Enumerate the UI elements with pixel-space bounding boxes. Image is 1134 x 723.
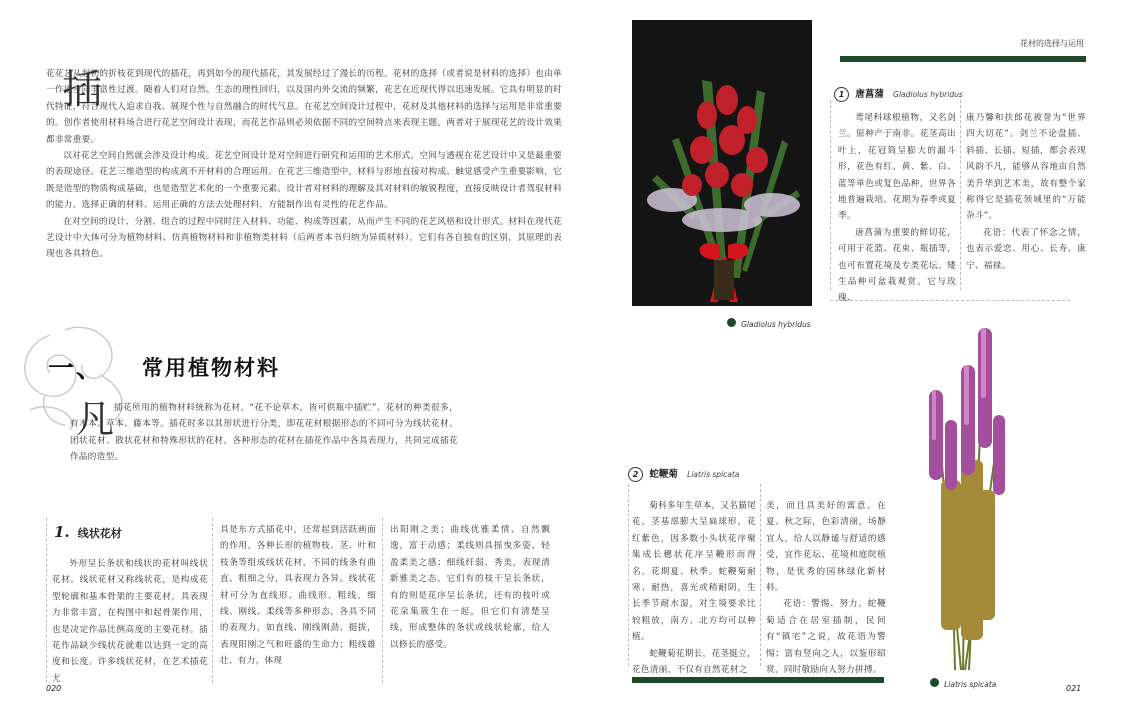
plant1-col1-paragraph: 鸢尾科球根植物，又名剑兰。原种产于南非。花茎高出叶上，花冠筒呈膨大的漏斗形，花色有红、黄、紫、白、蓝等单色或复色品种，世界各地普遍栽培。花期为春季或夏季。 (838, 113, 956, 222)
plant2-number-badge: 2 (628, 467, 643, 482)
intro-drop-cap: 插 (62, 67, 102, 113)
column-divider (760, 484, 761, 666)
left-page-number: 020 (46, 684, 62, 693)
subsection-column-3: 出阳刚之美；曲线优雅柔情、自然飘逸，富于动感；柔线则具摇曳多姿、轻盈柔美之感；细线纤弱、秀美，表现清新雅美之态。它们有的枝干呈长条状，有的则是花序呈长条状，还有的枝叶或花朵集簇生在一起，但它们有清楚呈线，形成整体的条状或线状轮廓，给人以修长的感受。 (390, 525, 550, 650)
footer-bar (632, 677, 884, 683)
caption-bullet-icon (727, 318, 736, 327)
column-divider (830, 100, 831, 290)
plant2-heading (628, 466, 739, 482)
gladiolus-photo (632, 20, 812, 306)
plant1-column-1 (838, 110, 956, 307)
intro-paragraph-3: 在对空间的设计、分割、组合的过程中同时注入材料、功能、构成等因素，从而产生不同的花艺风格和设计形式。材料在现代花艺设计中大体可分为植物材料、仿真植物材料和非植物类材料（后两者本书归纳为异质材料），它们有各自独有的区别，其原理的表现也各具特色。 (46, 216, 562, 260)
intro-paragraph-2: 以对花艺空间自然就会涉及设计构成。花艺空间设计是对空间进行研究和运用的艺术形式，空间与透视在花艺设计中又是最重要的表现途径。花艺三维造型的构成离不开材料的合理运用。在花艺三维造型中，材料与形地直接对构成、触觉感受产生重要影响，它既是造型的物质构成基础，也是造型艺术化的一个重要元素。设计者对材料的理解及其对材料的敏锐程度，直接反映设计者驾驭材料的能力。选择正确的材料、运用正确的方法去处理材料，方能制作出有灵性的花艺作品。 (46, 151, 562, 211)
photo1-caption (727, 312, 811, 331)
plant2-col1-paragraph: 蛇鞭菊花期长，花茎挺立，花色清丽，不仅有自然花材之 (632, 648, 756, 676)
plant1-number-badge: 1 (834, 87, 849, 102)
plant2-col2-paragraph: 花语：警惕、努力。蛇鞭菊适合在居室插制，民间有“镇宅”之说，故花语为警惕；富有竖向之人，以鉴形昭赏，同时敬励向人努力拼搏。 (766, 599, 886, 676)
column-divider (960, 100, 961, 290)
liatris-photo (905, 310, 1025, 670)
header-bar (840, 56, 1086, 62)
plant1-col2-paragraph: 康乃馨和扶郎花被誉为“世界四大切花”。剑兰不论盘插、斜插、长插、短插，都会表现风韵不凡，能够从容地由自然美升华到艺术美，故有整个家称得它是插花领域里的“万能杂斗”。 (966, 113, 1086, 222)
section-numeral: 一、 (48, 354, 105, 384)
running-title: 花材的选择与运用 (1020, 39, 1084, 48)
intro-text (46, 66, 562, 263)
section-title: 常用植物材料 (142, 355, 280, 380)
subsection-title: 线状花材 (77, 527, 122, 540)
section-paragraph: 插花所用的植物材料统称为花材。“花不论草木，皆可供瓶中插贮”。花材的种类很多，有木本、草本、藤本等。插花时多以其形状进行分类，即花花材根据形态的不同可分为线状花材、团状花材、散状花材和特殊形状的花材。各种形态的花材在插花作品中各具表现力，共同完成插花作品的造型。 (70, 403, 458, 463)
caption-bullet-icon (930, 678, 939, 687)
plant1-column-2 (966, 110, 1086, 274)
subsection-number: 1. (54, 523, 70, 541)
subsection-column-2: 具是东方式插花中，还常起到活跃画面的作用。各种长形的植物枝、茎、叶和枝条等组成线状花材，不同的线条有曲直、粗细之分，具表现力各异。线状花材可分为直线形、曲线形、粗线、细线、刚线、柔线等多种形态，各具不同的表现力，如直线、刚线刚劲、挺拔，表现阳刚之气和旺盛的生命力；粗线雄壮、有力，体现 (220, 525, 376, 667)
plant1-name: 唐菖蒲 (855, 89, 884, 100)
column-divider (46, 518, 47, 683)
plant1-col2-paragraph: 花语：代表了怀念之情，也表示爱恋、用心、长寿、康宁、福禄。 (966, 227, 1086, 271)
column-divider (628, 484, 629, 666)
plant2-col1-paragraph: 菊科多年生草本，又名猫尾花。茎基部膨大呈扁球形，花红紫色，因多数小头状花序聚集成长穗状花序呈鞭形而得名。花期夏、秋季。蛇鞭菊耐寒、耐热，喜光或稍耐阴，生长季节耐水湿，对生境要求比较粗放，南方、北方均可以种植。 (632, 501, 756, 643)
subsection-column-1: 外形呈长条状和线状的花材叫线状花材。线状花材又称线状花，是构成花型轮廓和基本骨架的主要花材，具表现力非常丰富，在构图中和起骨架作用，也是决定作品比例高度的主要花材。插花作品缺少线状花就难以达到一定的高度和长度。许多线状花材，在艺术插花尤 (52, 559, 208, 684)
photo2-caption (930, 672, 996, 691)
plant2-col2-paragraph: 美，而且具美好的寓意。在夏、秋之际，色彩清丽，场静宜人，给人以静谧与舒适的感受，宜作花坛、花境和庭院植物，是优秀的园林绿化新材料。 (766, 501, 886, 594)
column-divider (382, 518, 383, 683)
plant2-name: 蛇鞭菊 (649, 469, 678, 480)
plant2-column-1 (632, 498, 756, 678)
photo2-caption-text: Liatris spicata (944, 680, 997, 689)
plant2-latin: Liatris spicata (687, 470, 740, 479)
subsection-heading (54, 522, 122, 541)
right-page-number: 021 (1066, 684, 1082, 693)
intro-paragraph-1: 花花艺从起初的折枝花到现代的插花，再到如今的现代插花，其发展经过了漫长的历程。花材的选择（或者说是材料的选择）也由单一作道步向丰富性过渡。随着人们对自然、生态的理性回归，以及国内外交流的频繁，花艺在近现代得以迅速发展。它具有明显的时代特征，符合现代人追求自我、展现个性与自然融合的时代气息。在花艺空间设计过程中，花材及其他材料的选择与运用是非常重要的。创作者使用材料场合进行花艺空间设计表现，而花艺作品则必须依据不同的空间特点来表现主题，两者对于展现花艺的设计效果都非常重要。 (46, 69, 562, 145)
section-drop-cap: 凡 (76, 397, 115, 441)
plant2-column-2 (766, 498, 886, 678)
column-divider (212, 518, 213, 683)
plant1-col1-paragraph: 唐菖蒲为重要的鲜切花，可用于花篮、花束、瓶插等，也可布置花境及专类花坛。矮生品种可盆栽观赏。它与玫瑰、 (838, 227, 956, 304)
photo1-caption-text: Gladiolus hybridus (741, 320, 811, 329)
plant1-heading (834, 86, 963, 102)
plant1-latin: Gladiolus hybridus (893, 90, 963, 99)
